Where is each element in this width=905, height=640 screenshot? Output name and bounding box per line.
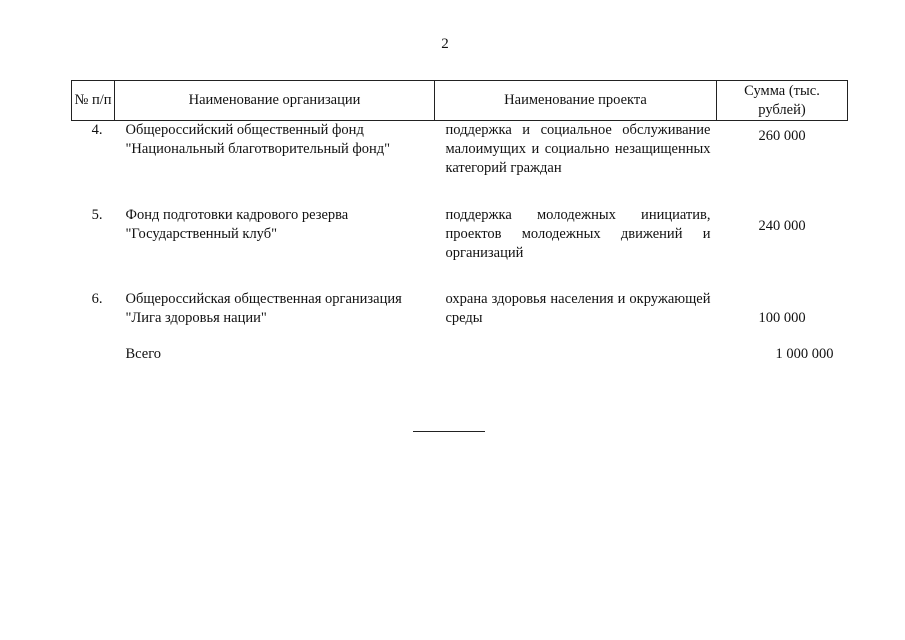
- row-sum: 260 000: [758, 128, 806, 144]
- row-proj: поддержка и социальное обслуживание малоимущих и социально незащищенных категорий граждан: [445, 122, 711, 176]
- row-num: 4.: [91, 122, 103, 138]
- header-num: № п/п: [72, 81, 115, 121]
- header-proj: Наименование проекта: [435, 81, 717, 121]
- row-org: Общероссийская общественная организация "Лига здоровья нации": [125, 291, 402, 326]
- row-org: Фонд подготовки кадрового резерва "Государственный клуб": [125, 207, 349, 242]
- total-label: Всего: [125, 346, 162, 362]
- row-proj: охрана здоровья населения и окружающей среды: [445, 291, 711, 326]
- header-sum: Сумма (тыс. рублей): [717, 81, 848, 121]
- total-spacer: [72, 337, 115, 364]
- total-sum: 1 000 000: [775, 346, 834, 362]
- total-row: [72, 337, 848, 364]
- row-sum-cell: [717, 206, 848, 290]
- total-spacer: [435, 337, 717, 364]
- table-row: [72, 290, 848, 337]
- table-row: [72, 121, 848, 207]
- row-sum: 100 000: [758, 309, 806, 326]
- row-sum: 240 000: [758, 218, 806, 234]
- page-number: 2: [441, 36, 449, 52]
- table-row: [72, 206, 848, 290]
- row-sum-cell: [717, 121, 848, 207]
- row-org: Общероссийский общественный фонд "Национальный благотворительный фонд": [125, 122, 391, 157]
- row-num: 6.: [91, 291, 103, 307]
- grants-table: [71, 80, 848, 364]
- header-org: Наименование организации: [115, 81, 435, 121]
- table-header: [72, 81, 848, 121]
- row-num: 5.: [91, 207, 103, 223]
- end-rule: [413, 431, 485, 432]
- row-proj: поддержка молодежных инициатив, проектов молодежных движений и организаций: [445, 207, 711, 261]
- row-sum-cell: [717, 290, 848, 337]
